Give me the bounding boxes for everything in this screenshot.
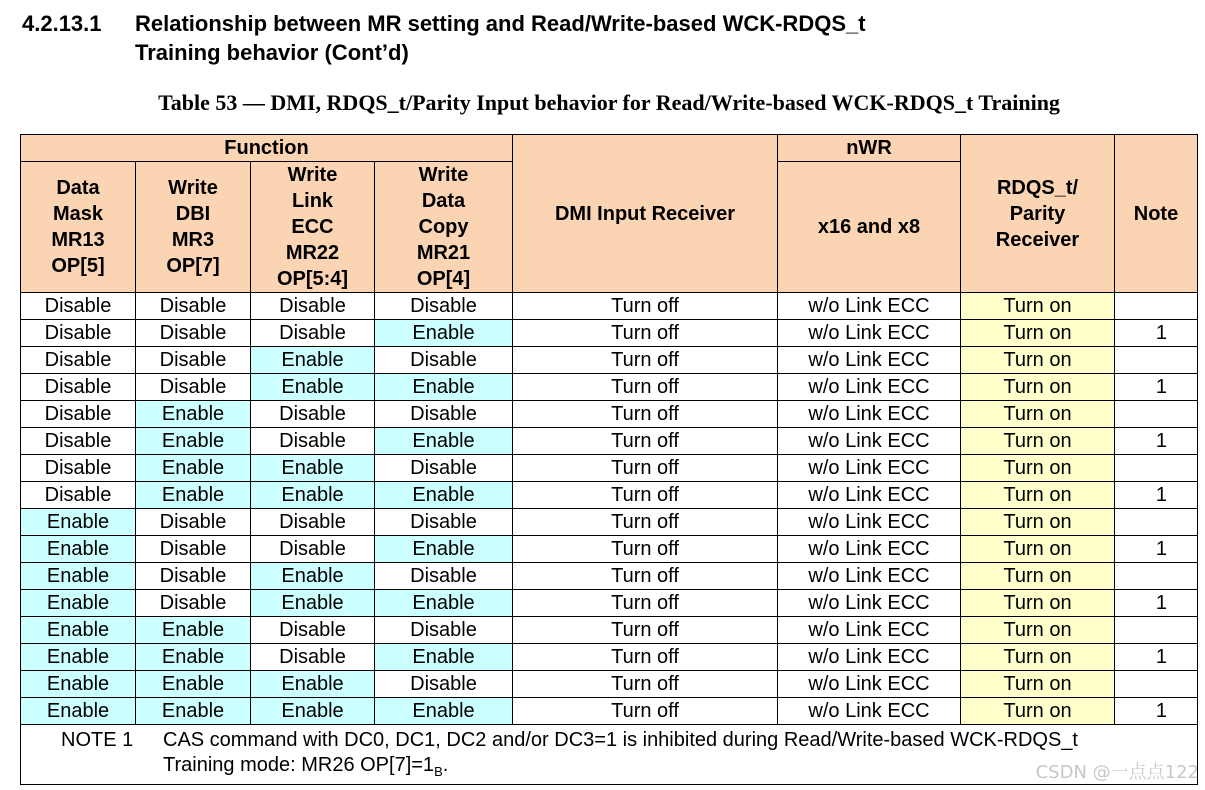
write-link-ecc-cell: Disable — [251, 428, 375, 455]
rdqs-cell: Turn on — [961, 428, 1115, 455]
table-caption: Table 53 — DMI, RDQS_t/Parity Input behavior for Read/Write-based WCK-RDQS_t Training — [158, 90, 1060, 115]
nwr-cell: w/o Link ECC — [778, 698, 961, 725]
write-dbi-cell: Enable — [136, 617, 251, 644]
note-cell: 1 — [1115, 374, 1198, 401]
write-link-ecc-cell: Disable — [251, 320, 375, 347]
dmi-cell: Turn off — [513, 374, 778, 401]
rdqs-cell: Turn on — [961, 455, 1115, 482]
write-dbi-cell: Enable — [136, 671, 251, 698]
write-dbi-cell: Enable — [136, 401, 251, 428]
note-cell: 1 — [1115, 428, 1198, 455]
table-row — [21, 428, 1198, 455]
write-data-copy-cell: Disable — [375, 617, 513, 644]
table-body — [21, 293, 1198, 725]
data-mask-cell: Disable — [21, 428, 136, 455]
table-row — [21, 509, 1198, 536]
table-row — [21, 320, 1198, 347]
data-mask-cell: Enable — [21, 671, 136, 698]
nwr-cell: w/o Link ECC — [778, 428, 961, 455]
dmi-input-receiver-header: DMI Input Receiver — [513, 135, 778, 293]
rdqs-cell: Turn on — [961, 374, 1115, 401]
function-header: Function — [21, 135, 513, 162]
nwr-cell: w/o Link ECC — [778, 347, 961, 374]
rdqs-cell: Turn on — [961, 293, 1115, 320]
footnote-label: NOTE 1 — [61, 729, 134, 751]
section-title-line2: Training behavior (Cont’d) — [135, 40, 409, 65]
note-cell — [1115, 563, 1198, 590]
write-link-ecc-cell: Enable — [251, 482, 375, 509]
write-link-ecc-cell: Enable — [251, 590, 375, 617]
note-cell: 1 — [1115, 644, 1198, 671]
write-data-copy-cell: Enable — [375, 536, 513, 563]
nwr-cell: w/o Link ECC — [778, 482, 961, 509]
note-cell: 1 — [1115, 320, 1198, 347]
data-mask-cell: Enable — [21, 563, 136, 590]
footnote-text: CAS command with DC0, DC1, DC2 and/or DC3=1 is inhibited during Read/Write-based WCK-RDQS_t Training mode: MR26 $OP[7]=1_B$. — [163, 729, 1078, 779]
write-link-ecc-cell: Enable — [251, 671, 375, 698]
write-link-ecc-cell: Enable — [251, 698, 375, 725]
write-data-copy-cell: Enable — [375, 428, 513, 455]
rdqs-parity-receiver-header: RDQS_t/ Parity Receiver — [961, 135, 1115, 293]
write-dbi-cell: Disable — [136, 374, 251, 401]
data-mask-cell: Disable — [21, 347, 136, 374]
write-data-copy-cell: Disable — [375, 347, 513, 374]
write-dbi-cell: Disable — [136, 509, 251, 536]
note-cell — [1115, 293, 1198, 320]
dmi-cell: Turn off — [513, 590, 778, 617]
dmi-cell: Turn off — [513, 482, 778, 509]
nwr-cell: w/o Link ECC — [778, 671, 961, 698]
write-link-ecc-cell: Disable — [251, 401, 375, 428]
data-mask-header: Data Mask MR13 OP[5] — [21, 162, 136, 293]
nwr-cell: w/o Link ECC — [778, 536, 961, 563]
write-data-copy-cell: Enable — [375, 320, 513, 347]
table-row — [21, 347, 1198, 374]
write-data-copy-cell: Disable — [375, 401, 513, 428]
data-mask-cell: Disable — [21, 401, 136, 428]
write-dbi-cell: Enable — [136, 455, 251, 482]
note-cell: 1 — [1115, 482, 1198, 509]
write-dbi-cell: Disable — [136, 563, 251, 590]
table-row — [21, 563, 1198, 590]
dmi-cell: Turn off — [513, 536, 778, 563]
data-mask-cell: Disable — [21, 293, 136, 320]
write-link-ecc-cell: Enable — [251, 347, 375, 374]
dmi-cell: Turn off — [513, 293, 778, 320]
dmi-cell: Turn off — [513, 347, 778, 374]
table-row — [21, 698, 1198, 725]
dmi-cell: Turn off — [513, 320, 778, 347]
dmi-cell: Turn off — [513, 509, 778, 536]
write-data-copy-cell: Enable — [375, 644, 513, 671]
note-cell: 1 — [1115, 590, 1198, 617]
nwr-cell: w/o Link ECC — [778, 374, 961, 401]
section-heading — [22, 9, 1192, 67]
write-link-ecc-cell: Disable — [251, 644, 375, 671]
write-data-copy-cell: Enable — [375, 374, 513, 401]
rdqs-cell: Turn on — [961, 563, 1115, 590]
dmi-cell: Turn off — [513, 644, 778, 671]
note-cell — [1115, 617, 1198, 644]
rdqs-cell: Turn on — [961, 671, 1115, 698]
rdqs-cell: Turn on — [961, 644, 1115, 671]
rdqs-cell: Turn on — [961, 536, 1115, 563]
nwr-cell: w/o Link ECC — [778, 590, 961, 617]
table-row — [21, 590, 1198, 617]
nwr-cell: w/o Link ECC — [778, 401, 961, 428]
dmi-cell: Turn off — [513, 455, 778, 482]
dmi-cell: Turn off — [513, 698, 778, 725]
write-link-ecc-cell: Disable — [251, 536, 375, 563]
write-dbi-cell: Disable — [136, 320, 251, 347]
write-data-copy-cell: Enable — [375, 698, 513, 725]
dmi-cell: Turn off — [513, 428, 778, 455]
write-dbi-header: Write DBI MR3 OP[7] — [136, 162, 251, 293]
write-link-ecc-cell: Enable — [251, 563, 375, 590]
nwr-cell: w/o Link ECC — [778, 293, 961, 320]
data-mask-cell: Enable — [21, 509, 136, 536]
write-data-copy-cell: Disable — [375, 671, 513, 698]
rdqs-cell: Turn on — [961, 698, 1115, 725]
table-row — [21, 455, 1198, 482]
note-cell — [1115, 671, 1198, 698]
note-cell — [1115, 401, 1198, 428]
write-data-copy-cell: Enable — [375, 482, 513, 509]
write-data-copy-cell: Disable — [375, 293, 513, 320]
nwr-cell: w/o Link ECC — [778, 563, 961, 590]
data-mask-cell: Enable — [21, 698, 136, 725]
write-dbi-cell: Enable — [136, 698, 251, 725]
footnote — [21, 725, 1198, 785]
rdqs-cell: Turn on — [961, 347, 1115, 374]
write-link-ecc-cell: Enable — [251, 374, 375, 401]
note-cell: 1 — [1115, 698, 1198, 725]
write-link-ecc-cell: Disable — [251, 617, 375, 644]
table-row — [21, 671, 1198, 698]
note-cell — [1115, 509, 1198, 536]
rdqs-cell: Turn on — [961, 617, 1115, 644]
data-mask-cell: Enable — [21, 617, 136, 644]
write-dbi-cell: Disable — [136, 536, 251, 563]
x16-x8-header: x16 and x8 — [778, 162, 961, 293]
data-mask-cell: Enable — [21, 536, 136, 563]
table-row — [21, 482, 1198, 509]
note-cell — [1115, 347, 1198, 374]
rdqs-cell: Turn on — [961, 482, 1115, 509]
rdqs-cell: Turn on — [961, 590, 1115, 617]
nwr-cell: w/o Link ECC — [778, 644, 961, 671]
nwr-header: nWR — [778, 135, 961, 162]
write-dbi-cell: Enable — [136, 644, 251, 671]
nwr-cell: w/o Link ECC — [778, 617, 961, 644]
watermark: CSDN @一点点122 — [1035, 762, 1199, 783]
note-cell — [1115, 455, 1198, 482]
write-data-copy-cell: Disable — [375, 563, 513, 590]
write-data-copy-cell: Disable — [375, 455, 513, 482]
write-dbi-cell: Disable — [136, 293, 251, 320]
table-row — [21, 374, 1198, 401]
rdqs-cell: Turn on — [961, 320, 1115, 347]
rdqs-cell: Turn on — [961, 509, 1115, 536]
rdqs-cell: Turn on — [961, 401, 1115, 428]
data-mask-cell: Disable — [21, 482, 136, 509]
table-row — [21, 293, 1198, 320]
data-mask-cell: Enable — [21, 590, 136, 617]
table-row — [21, 644, 1198, 671]
nwr-cell: w/o Link ECC — [778, 455, 961, 482]
behavior-table — [20, 134, 1198, 785]
note-cell: 1 — [1115, 536, 1198, 563]
section-number: 4.2.13.1 — [22, 11, 102, 36]
table-row — [21, 617, 1198, 644]
table-row — [21, 536, 1198, 563]
dmi-cell: Turn off — [513, 563, 778, 590]
write-link-ecc-cell: Disable — [251, 293, 375, 320]
write-link-ecc-cell: Enable — [251, 455, 375, 482]
nwr-cell: w/o Link ECC — [778, 320, 961, 347]
write-data-copy-cell: Disable — [375, 509, 513, 536]
section-title-line1: Relationship between MR setting and Read/Write-based WCK-RDQS_t — [135, 11, 866, 36]
data-mask-cell: Disable — [21, 455, 136, 482]
write-data-copy-header: Write Data Copy MR21 OP[4] — [375, 162, 513, 293]
table-row — [21, 401, 1198, 428]
write-data-copy-cell: Enable — [375, 590, 513, 617]
write-dbi-cell: Disable — [136, 590, 251, 617]
data-mask-cell: Disable — [21, 320, 136, 347]
dmi-cell: Turn off — [513, 617, 778, 644]
data-mask-cell: Disable — [21, 374, 136, 401]
write-dbi-cell: Enable — [136, 428, 251, 455]
dmi-cell: Turn off — [513, 401, 778, 428]
write-dbi-cell: Enable — [136, 482, 251, 509]
note-header: Note — [1115, 135, 1198, 293]
dmi-cell: Turn off — [513, 671, 778, 698]
write-dbi-cell: Disable — [136, 347, 251, 374]
nwr-cell: w/o Link ECC — [778, 509, 961, 536]
write-link-ecc-cell: Disable — [251, 509, 375, 536]
write-link-ecc-header: Write Link ECC MR22 OP[5:4] — [251, 162, 375, 293]
data-mask-cell: Enable — [21, 644, 136, 671]
